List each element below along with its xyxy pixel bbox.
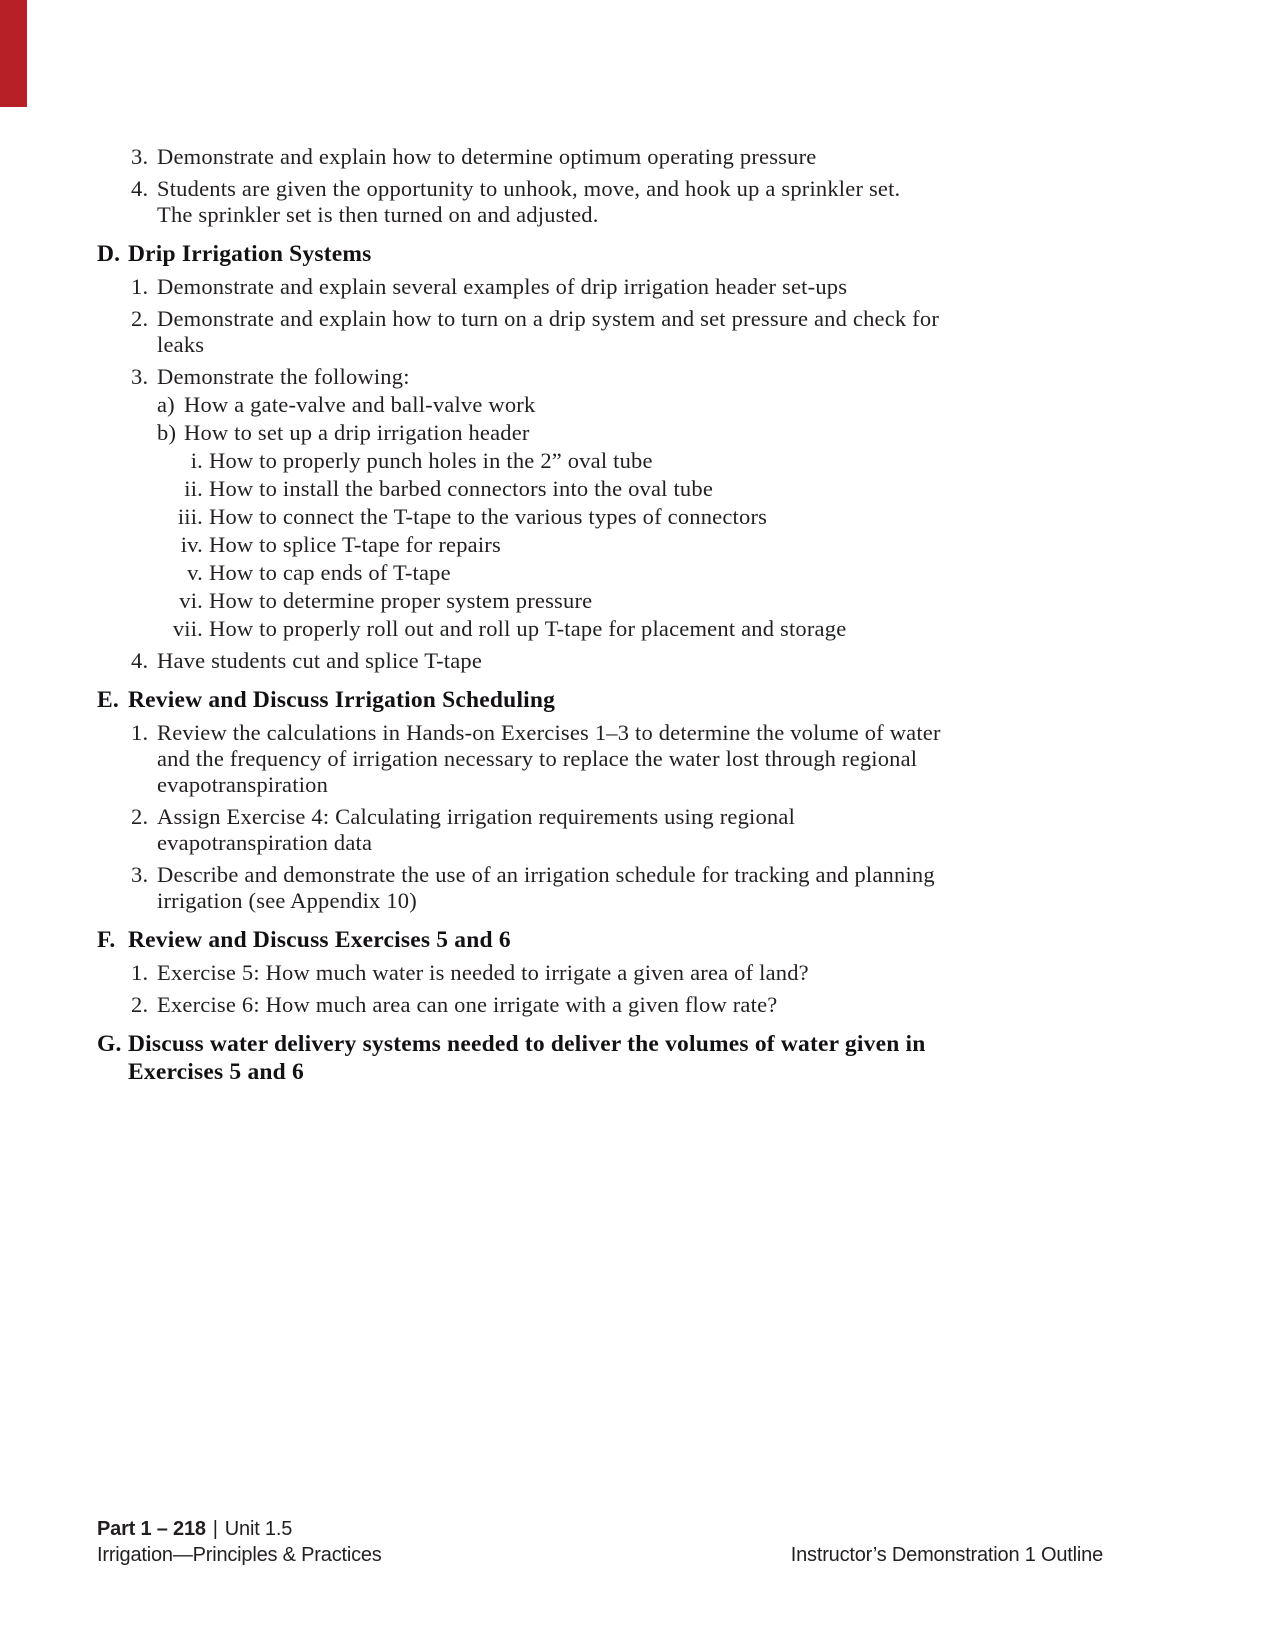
item-marker: 3. — [131, 862, 149, 887]
text-line: irrigation (see Appendix 10) — [157, 888, 417, 913]
outline-item — [0, 364, 1275, 390]
item-text — [209, 448, 653, 474]
section-title — [128, 240, 372, 268]
section-heading — [0, 686, 1275, 714]
item-text — [157, 862, 935, 914]
outline-item — [0, 960, 1275, 986]
text-line: Demonstrate and explain how to turn on a drip system and set pressure and check for — [157, 306, 940, 331]
item-marker: vi. — [179, 588, 203, 613]
outline-section — [0, 926, 1275, 1018]
text-line: and the frequency of irrigation necessary to replace the water lost through regional — [157, 746, 918, 771]
text-line: Demonstrate and explain how to determine optimum operating pressure — [157, 144, 817, 169]
text-line: Review the calculations in Hands-on Exercises 1–3 to determine the volume of water — [157, 720, 941, 745]
text-line: How to determine proper system pressure — [209, 588, 593, 613]
outline-section — [0, 1030, 1275, 1086]
item-marker: iv. — [180, 532, 203, 557]
item-text — [209, 560, 451, 586]
outline-item — [0, 420, 1275, 446]
section-letter: D. — [97, 241, 121, 267]
text-line: evapotranspiration data — [157, 830, 373, 855]
text-line: Discuss water delivery systems needed to deliver the volumes of water given in — [128, 1031, 926, 1057]
text-line: Students are given the opportunity to unhook, move, and hook up a sprinkler set. — [157, 176, 901, 201]
text-line: Demonstrate the following: — [157, 364, 410, 389]
outline-item — [0, 862, 1275, 914]
item-marker: 2. — [131, 306, 149, 331]
item-marker: b) — [157, 420, 177, 445]
outline-item — [0, 176, 1275, 228]
item-text — [184, 420, 530, 446]
text-line: Drip Irrigation Systems — [128, 241, 372, 267]
text-line: Review and Discuss Irrigation Scheduling — [128, 687, 556, 713]
item-text — [209, 532, 501, 558]
item-marker: 4. — [131, 648, 149, 673]
item-marker: ii. — [184, 476, 203, 501]
text-line: evapotranspiration — [157, 772, 329, 797]
outline-item — [0, 588, 1275, 614]
outline-item — [0, 560, 1275, 586]
text-line: How to splice T-tape for repairs — [209, 532, 501, 557]
outline-item — [0, 306, 1275, 358]
outline-item — [0, 648, 1275, 674]
outline-item — [0, 144, 1275, 170]
section-title — [128, 926, 511, 954]
item-marker: 2. — [131, 992, 149, 1017]
outline-item — [0, 448, 1275, 474]
text-line: Have students cut and splice T-tape — [157, 648, 483, 673]
footer-left — [97, 1516, 382, 1568]
text-line: How to properly punch holes in the 2” oval tube — [209, 448, 653, 473]
section-letter: F. — [97, 927, 116, 953]
item-marker: i. — [190, 448, 203, 473]
text-line: How to install the barbed connectors into the oval tube — [209, 476, 714, 501]
text-line: How to properly roll out and roll up T-tape for placement and storage — [209, 616, 847, 641]
text-line: How a gate-valve and ball-valve work — [184, 392, 536, 417]
outline-item — [0, 804, 1275, 856]
item-text — [184, 392, 535, 418]
text-line: How to connect the T-tape to the various types of connectors — [209, 504, 768, 529]
item-marker: iii. — [177, 504, 203, 529]
text-line: Describe and demonstrate the use of an irrigation schedule for tracking and planning — [157, 862, 935, 887]
outline-item — [0, 504, 1275, 530]
outline-section — [0, 240, 1275, 674]
text-line: How to set up a drip irrigation header — [184, 420, 530, 445]
text-line: Exercise 5: How much water is needed to irrigate a given area of land? — [157, 960, 809, 985]
item-marker: 2. — [131, 804, 149, 829]
item-text — [157, 992, 777, 1018]
section-title — [128, 686, 555, 714]
text-line: Assign Exercise 4: Calculating irrigation requirements using regional — [157, 804, 796, 829]
footer-meta-line — [97, 1516, 382, 1542]
section-title — [128, 1030, 926, 1086]
item-text — [157, 176, 900, 228]
item-text — [157, 144, 816, 170]
item-text — [209, 504, 767, 530]
section-heading — [0, 1030, 1275, 1086]
item-marker: a) — [157, 392, 175, 417]
outline-item — [0, 992, 1275, 1018]
footer-page-label: Part 1 – 218 — [97, 1518, 206, 1540]
item-marker: 3. — [131, 364, 149, 389]
item-text — [209, 616, 846, 642]
page-footer — [97, 1516, 1103, 1568]
item-text — [209, 588, 592, 614]
outline-section — [0, 686, 1275, 914]
item-text — [157, 720, 941, 798]
outline-item — [0, 616, 1275, 642]
outline-item — [0, 532, 1275, 558]
item-text — [157, 648, 482, 674]
item-text — [209, 476, 713, 502]
footer-book-title: Irrigation—Principles & Practices — [97, 1544, 382, 1566]
section-heading — [0, 926, 1275, 954]
item-text — [157, 364, 410, 390]
text-line: Review and Discuss Exercises 5 and 6 — [128, 927, 511, 953]
item-text — [157, 274, 847, 300]
text-line: The sprinkler set is then turned on and adjusted. — [157, 202, 599, 227]
section-letter: G. — [97, 1031, 122, 1057]
text-line: Exercises 5 and 6 — [128, 1059, 304, 1085]
item-marker: 1. — [131, 274, 149, 299]
text-line: leaks — [157, 332, 205, 357]
item-text — [157, 306, 939, 358]
outline-item — [0, 274, 1275, 300]
item-marker: 1. — [131, 720, 149, 745]
item-marker: v. — [187, 560, 203, 585]
text-line: Exercise 6: How much area can one irrigate with a given flow rate? — [157, 992, 778, 1017]
section-letter: E. — [97, 687, 119, 713]
section-heading — [0, 240, 1275, 268]
outline-item — [0, 392, 1275, 418]
footer-separator: | — [212, 1518, 218, 1540]
item-text — [157, 960, 809, 986]
item-text — [157, 804, 795, 856]
item-marker: 3. — [131, 144, 149, 169]
footer-doc-title: Instructor’s Demonstration 1 Outline — [790, 1544, 1103, 1566]
item-marker: vii. — [172, 616, 203, 641]
text-line: Demonstrate and explain several examples of drip irrigation header set-ups — [157, 274, 848, 299]
outline-item — [0, 720, 1275, 798]
item-marker: 4. — [131, 176, 149, 201]
item-marker: 1. — [131, 960, 149, 985]
text-line: How to cap ends of T-tape — [209, 560, 451, 585]
footer-unit-label: Unit 1.5 — [224, 1518, 293, 1540]
outline-item — [0, 476, 1275, 502]
